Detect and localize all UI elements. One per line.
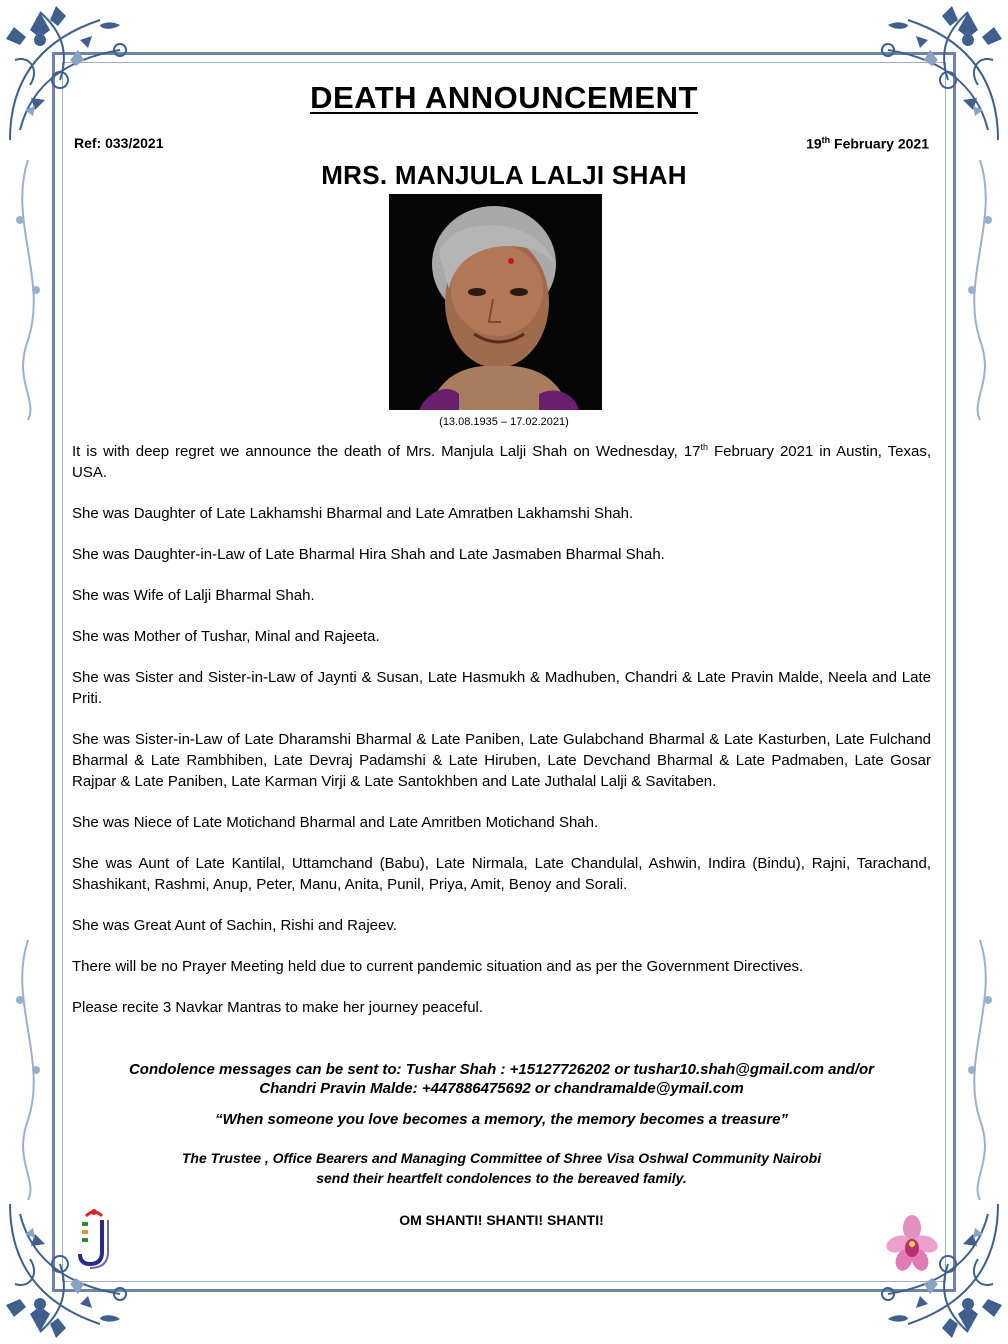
family-paragraph: She was Aunt of Late Kantilal, Uttamchand (Babu), Late Nirmala, Late Chandulal, Ashwin, Indira (Bindu), Rajni, Tarachand, Shashikant, Rashmi, Anup, Peter, Manu, Anita, Punil, Priya, Amit, Benoy and Sorali.	[72, 855, 931, 893]
corner-ornament-icon	[0, 0, 150, 150]
trustee-line: send their heartfelt condolences to the bereaved family.	[316, 1170, 687, 1186]
family-paragraph: She was Daughter-in-Law of Late Bharmal Hira Shah and Late Jasmaben Bharmal Shah.	[72, 546, 665, 563]
family-paragraph: She was Great Aunt of Sachin, Rishi and Rajeev.	[72, 917, 397, 934]
family-paragraph: She was Sister and Sister-in-Law of Jaynti & Susan, Late Hasmukh & Madhuben, Chandri & Late Pravin Malde, Neela and Late Priti.	[72, 669, 931, 707]
page-title: DEATH ANNOUNCEMENT	[310, 80, 698, 115]
prayer-notice: There will be no Prayer Meeting held due to current pandemic situation and as per the Government Directives.	[72, 958, 804, 975]
closing-prayer: OM SHANTI! SHANTI! SHANTI!	[399, 1212, 604, 1228]
memorial-quote: “When someone you love becomes a memory, the memory becomes a treasure”	[215, 1111, 788, 1128]
prayer-request: Please recite 3 Navkar Mantras to make her journey peaceful.	[72, 999, 484, 1016]
condolence-line: Chandri Pravin Malde: +447886475692 or chandramalde@ymail.com	[259, 1080, 744, 1097]
corner-ornament-icon	[858, 0, 1008, 150]
right-vine-icon	[960, 160, 1000, 420]
intro-paragraph: It is with deep regret we announce the death of Mrs. Manjula Lalji Shah on Wednesday, 17th February 2021 in Austin, Texas, USA.	[72, 442, 931, 481]
family-paragraph: She was Wife of Lalji Bharmal Shah.	[72, 587, 315, 604]
family-paragraph: She was Daughter of Late Lakhamshi Bharmal and Late Amratben Lakhamshi Shah.	[72, 505, 634, 522]
condolence-line: Condolence messages can be sent to: Tushar Shah : +15127726202 or tushar10.shah@gmail.com and/or	[128, 1061, 875, 1078]
community-logo-icon	[76, 1206, 118, 1270]
right-vine-icon	[960, 940, 1000, 1200]
portrait-photo	[389, 194, 602, 410]
condolence-contacts	[72, 1060, 931, 1098]
lifespan-dates: (13.08.1935 – 17.02.2021)	[439, 416, 569, 428]
left-vine-icon	[8, 160, 48, 420]
left-vine-icon	[8, 940, 48, 1200]
trustee-line: The Trustee , Office Bearers and Managing Committee of Shree Visa Oshwal Community Nairobi	[181, 1150, 822, 1166]
family-paragraph: She was Niece of Late Motichand Bharmal and Late Amritben Motichand Shah.	[72, 814, 599, 831]
announcement-body	[72, 441, 931, 1038]
family-paragraph: She was Sister-in-Law of Late Dharamshi Bharmal & Late Paniben, Late Gulabchand Bharmal & Late Kasturben, Late Fulchand Bharmal & Late Rambhiben, Late Devraj Padamshi & Late Hiruben, Late Devchand Bharmal & Late Padmaben, Late Gosar Rajpar & Late Paniben, Late Karman Virji & Late Santokhben and Late Juthalal Lalji & Savitaben.	[72, 731, 931, 790]
announcement-date: 19th February 2021	[806, 135, 929, 152]
orchid-flower-icon	[886, 1214, 938, 1274]
trustee-condolences	[72, 1148, 931, 1188]
reference-number: Ref: 033/2021	[74, 135, 164, 151]
deceased-name: MRS. MANJULA LALJI SHAH	[321, 160, 687, 190]
family-paragraph: She was Mother of Tushar, Minal and Rajeeta.	[72, 628, 380, 645]
